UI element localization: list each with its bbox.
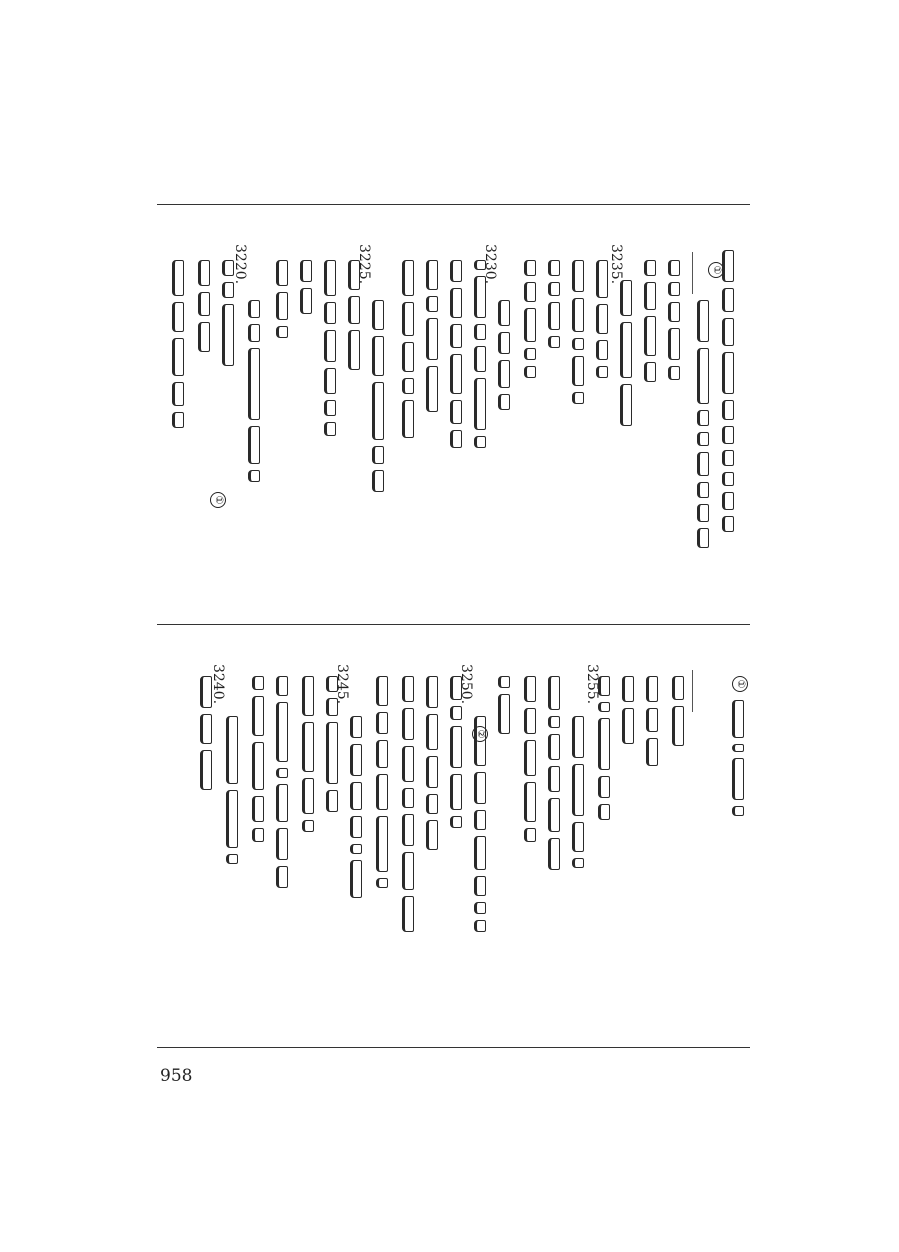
script-column: [426, 676, 444, 856]
script-column: [172, 260, 190, 434]
script-column: [572, 716, 590, 874]
footnote-mark: ①: [210, 492, 226, 508]
script-column: [572, 260, 590, 410]
script-column: [222, 260, 240, 372]
script-column: [450, 676, 468, 834]
script-column: [672, 676, 690, 752]
script-column: [402, 676, 420, 938]
script-column: [474, 260, 492, 454]
footnote-mark: ②: [472, 726, 488, 742]
line-number: 3255.: [584, 664, 600, 705]
script-column: [198, 260, 216, 358]
line-number: 3245.: [334, 664, 350, 705]
script-column: [402, 260, 420, 444]
script-column: [548, 260, 566, 354]
script-column: [276, 676, 294, 894]
script-column: [524, 260, 542, 384]
script-column: [276, 260, 294, 344]
script-column: [200, 676, 218, 796]
script-column: [548, 676, 566, 876]
line-number: 3250.: [458, 664, 474, 705]
page-number: 958: [160, 1066, 193, 1086]
script-column: [300, 260, 318, 320]
bottom-rule: [157, 1047, 750, 1048]
script-column: [474, 716, 492, 938]
script-column: [498, 676, 516, 740]
script-column: [722, 250, 740, 538]
script-column: [668, 260, 686, 386]
line-number: 3240.: [210, 664, 226, 705]
script-column: [350, 716, 368, 904]
script-column: [697, 300, 715, 554]
script-column: [426, 260, 444, 418]
line-number: 3220.: [232, 244, 248, 285]
footnote-mark: ①: [732, 676, 748, 692]
script-column: [598, 676, 616, 826]
footnote-mark: ①: [708, 262, 724, 278]
script-column: [324, 260, 342, 442]
script-column: [376, 676, 394, 894]
script-column: [622, 676, 640, 750]
script-column: [226, 716, 244, 870]
top-rule: [157, 204, 750, 205]
script-column: [524, 676, 542, 848]
middle-rule: [157, 624, 750, 625]
script-column: [646, 676, 664, 772]
script-column: [732, 700, 750, 822]
script-column: [620, 280, 638, 432]
script-column: [252, 676, 270, 848]
script-column: [644, 260, 662, 388]
script-column: [596, 260, 614, 384]
script-column: [498, 300, 516, 416]
script-column: [372, 300, 390, 498]
line-number: 3230.: [482, 244, 498, 285]
script-column: [348, 260, 366, 376]
script-column: [248, 300, 266, 488]
line-number: 3225.: [356, 244, 372, 285]
top-footnote-separator: [692, 252, 693, 294]
script-column: [326, 676, 344, 818]
bottom-footnote-separator: [692, 670, 693, 712]
line-number: 3235.: [608, 244, 624, 285]
script-column: [450, 260, 468, 454]
script-column: [302, 676, 320, 838]
